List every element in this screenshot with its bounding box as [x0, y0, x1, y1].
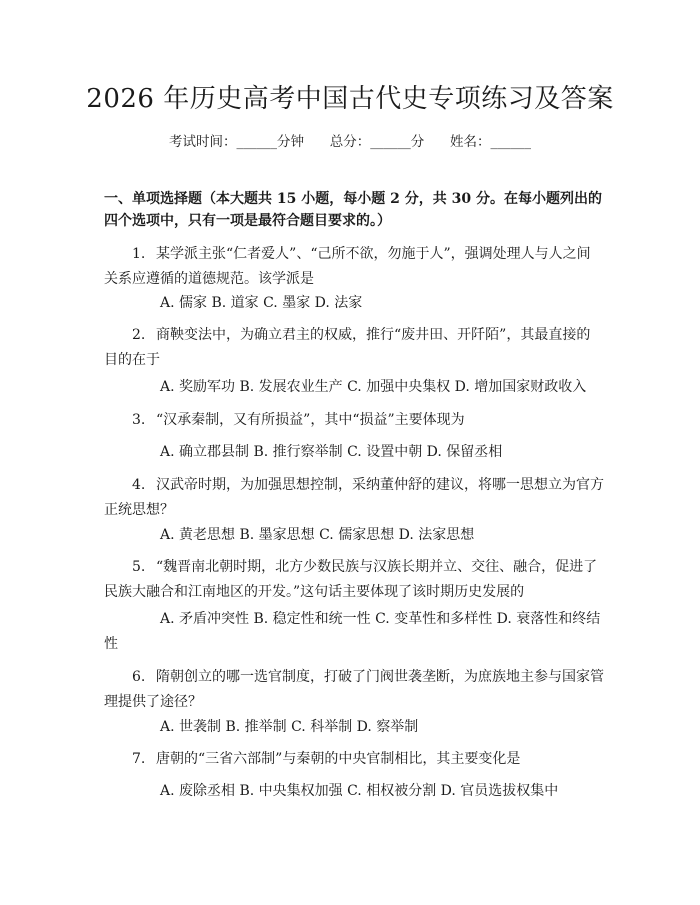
question-1 — [104, 242, 604, 292]
question-4-options: A. 黄老思想 B. 墨家思想 C. 儒家思想 D. 法家思想 — [160, 527, 475, 543]
question-6 — [104, 665, 604, 715]
question-6-options: A. 世袭制 B. 推举制 C. 科举制 D. 察举制 — [160, 719, 419, 735]
question-number: 6. — [132, 669, 146, 685]
question-number: 5. — [132, 559, 146, 575]
question-stem: 某学派主张“仁者爱人”、“己所不欲，勿施于人”，强调处理人与人之间关系应遵循的道德规范。该学派是 — [104, 246, 591, 287]
question-2 — [104, 323, 604, 373]
question-7-options: A. 废除丞相 B. 中央集权加强 C. 相权被分割 D. 官员选拔权集中 — [160, 783, 559, 799]
question-number: 7. — [132, 751, 146, 767]
page-title: 2026 年历史高考中国古代史专项练习及答案 — [86, 84, 614, 114]
question-5 — [104, 555, 604, 605]
question-number: 3. — [132, 412, 146, 428]
question-4 — [104, 473, 604, 523]
question-7 — [104, 747, 604, 772]
question-number: 1. — [132, 246, 146, 262]
question-stem: 汉武帝时期，为加强思想控制，采纳董仲舒的建议，将哪一思想立为官方正统思想？ — [104, 477, 604, 518]
question-3-options: A. 确立郡县制 B. 推行察举制 C. 设置中朝 D. 保留丞相 — [160, 444, 503, 460]
section-heading: 一、单项选择题（本大题共 15 小题，每小题 2 分，共 30 分。在每小题列出的四个选项中，只有一项是最符合题目要求的。） — [104, 191, 602, 229]
question-stem: 隋朝创立的哪一选官制度，打破了门阀世袭垄断，为庶族地主参与国家管理提供了途径？ — [104, 669, 604, 710]
question-stem: 商鞅变法中，为确立君主的权威，推行“废井田、开阡陌”，其最直接的目的在于 — [104, 327, 591, 368]
question-2-options: A. 奖励军功 B. 发展农业生产 C. 加强中央集权 D. 增加国家财政收入 — [160, 379, 587, 395]
question-1-options: A. 儒家 B. 道家 C. 墨家 D. 法家 — [160, 295, 363, 311]
question-stem: “魏晋南北朝时期，北方少数民族与汉族长期并立、交往、融合，促进了民族大融合和江南地区的开发。”这句话主要体现了该时期历史发展的 — [104, 559, 598, 600]
question-number: 4. — [132, 477, 146, 493]
question-3 — [104, 408, 604, 433]
question-stem: “汉承秦制，又有所损益”，其中“损益”主要体现为 — [156, 412, 465, 428]
question-number: 2. — [132, 327, 146, 343]
question-stem: 唐朝的“三省六部制”与秦朝的中央官制相比，其主要变化是 — [156, 751, 521, 767]
exam-info-line: 考试时间：______分钟 总分：______分 姓名：______ — [169, 134, 531, 150]
question-5-options: A. 矛盾冲突性 B. 稳定性和统一性 C. 变革性和多样性 D. 衰落性和终结性 — [104, 611, 601, 652]
